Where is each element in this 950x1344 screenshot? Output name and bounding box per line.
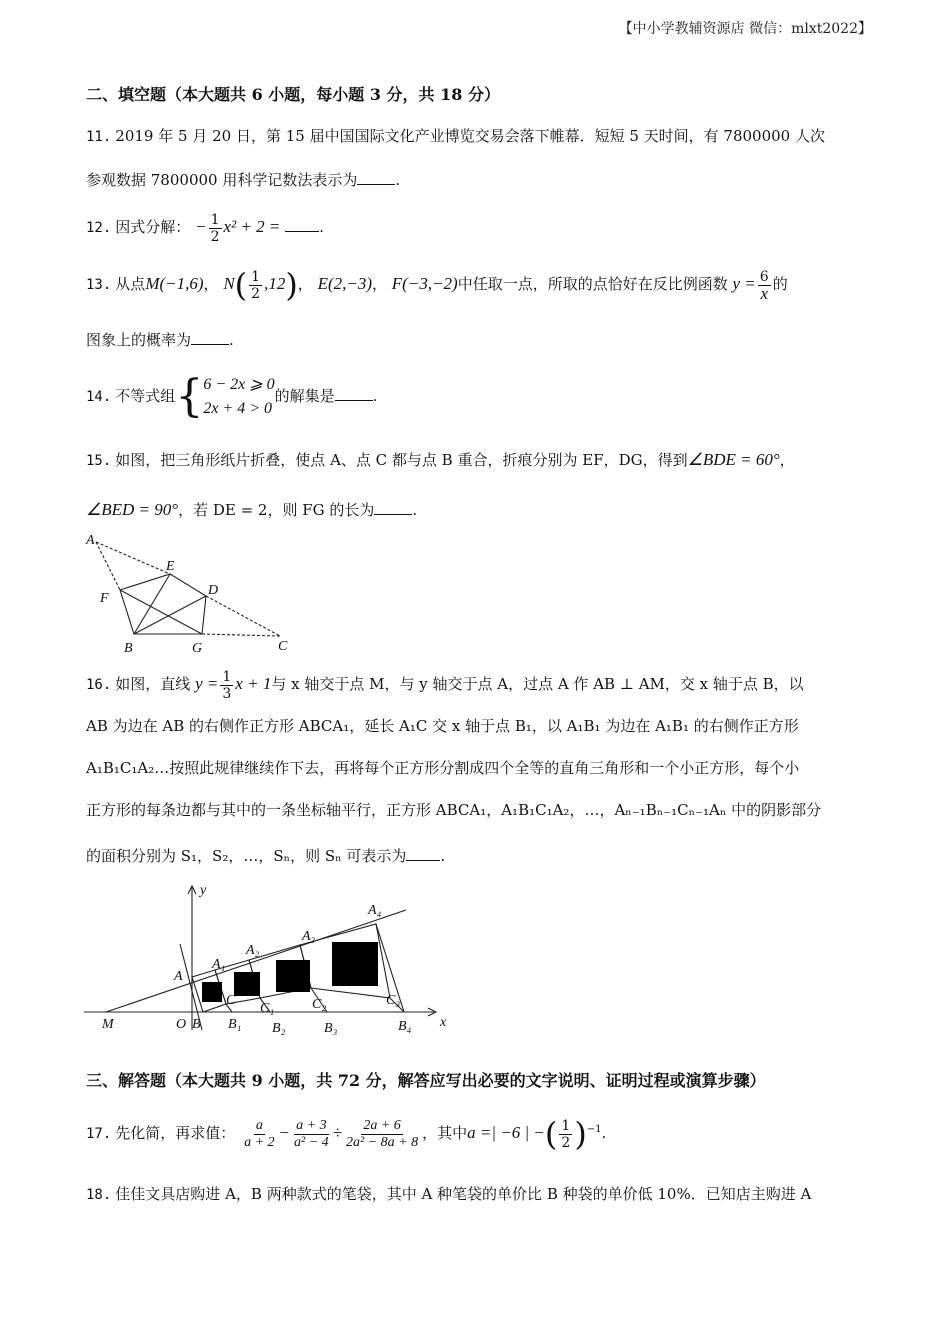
- q15-label-g: G: [192, 641, 203, 656]
- q12-line: [86, 210, 864, 245]
- q14-lead: 不等式组: [115, 387, 176, 405]
- q13-point-f: F(−3,−2): [391, 274, 458, 293]
- q15-number: 15.: [86, 453, 112, 469]
- page-header: 【中小学教辅资源店 微信：mlxt2022】: [618, 21, 872, 37]
- q14-line: 14. 不等式组{ 6 − 2x ⩾ 0 2x + 4 > 0 的解集是 .: [86, 371, 378, 422]
- q17-cond-fraction: $\frac{1}{2}$: [561, 1117, 571, 1151]
- q15-line1: [86, 450, 864, 471]
- q15-pentagon: [120, 574, 206, 634]
- q14-end: .: [372, 387, 378, 405]
- q11-end: .: [395, 171, 401, 189]
- q14-answer-blank[interactable]: [335, 386, 373, 401]
- q11-text2: 参观数据 7800000 用科学记数法表示为: [86, 171, 358, 189]
- q15-end: .: [412, 501, 418, 519]
- q15-label-a: A: [86, 533, 95, 548]
- q15-label-b: B: [124, 641, 133, 656]
- q16-figure: [84, 880, 464, 1040]
- q16-answer-blank[interactable]: [406, 846, 440, 861]
- q18-number: 18.: [86, 1187, 112, 1203]
- q12-end: .: [319, 218, 324, 236]
- q16-label-b4: B₄: [398, 1019, 412, 1034]
- q16-eq-lhs: y =: [195, 674, 219, 693]
- q16-line3: A₁B₁C₁A₂…按照此规律继续作下去，再将每个正方形分割成四个全等的直角三角形和一个小正方形，每个小: [86, 759, 800, 777]
- q16-label-b: B: [192, 1017, 201, 1032]
- q15-fold-af: [96, 542, 120, 590]
- q14-system: 6 − 2x ⩾ 0 2x + 4 > 0: [203, 376, 275, 417]
- q12-number: 12.: [86, 220, 112, 236]
- q16-label-x: x: [440, 1015, 447, 1030]
- q13-line1: 13. 从点M(−1,6)， N( $\frac{1}{2}$ ,12)， E(2,−3)， F(−3,−2)中任取一点，所取的点恰好在反比例函数 y = $\frac{6}{x}$ 的: [86, 266, 788, 304]
- q14-number: 14.: [86, 389, 112, 405]
- q15-label-c: C: [278, 639, 288, 654]
- q16-line5: [86, 846, 864, 866]
- section-2-title: 二、填空题（本大题共 6 小题，每小题 3 分，共 18 分）: [86, 85, 500, 104]
- q16-line2: AB 为边在 AB 的右侧作正方形 ABCA₁，延长 A₁C 交 x 轴于点 B₁，以 A₁B₁ 为边在 A₁B₁ 的右侧作正方形: [86, 717, 799, 735]
- q17-line: 17. 先化简，再求值： $\frac{a}{a + 2}$ − $\frac{a + 3}{\text{a² − 4}}$ ÷ $\frac{2a + 6}{\text{2a² − 8a + 8}}$ ，其中a =| −6 | −( $\frac{1}{2}$ )$^{-1}$.: [86, 1115, 607, 1153]
- q15-text1: 如图，把三角形纸片折叠，使点 A、点 C 都与点 B 重合，折痕分别为 EF，DG，得到: [115, 451, 688, 469]
- q16-label-b1: B₁: [228, 1017, 242, 1032]
- q16-label-a1: A₁: [212, 957, 226, 972]
- q11-line1: [86, 126, 864, 147]
- q16-eq-rest: x + 1: [235, 674, 272, 693]
- q17-mid: ，其中: [422, 1124, 468, 1142]
- q17-exponent: −1: [586, 1124, 602, 1135]
- q17-fraction-3: $\frac{2a + 6}{\text{2a² − 8a + 8}}$: [346, 1117, 419, 1150]
- q17-fraction-2: $\frac{a + 3}{\text{a² − 4}}$: [294, 1117, 329, 1150]
- q15-fold-gc: [202, 634, 280, 636]
- q16-number: 16.: [86, 677, 112, 693]
- q16-label-b3: B₃: [324, 1021, 338, 1036]
- q16-label-o: O: [176, 1017, 187, 1032]
- q16-label-c: C: [226, 993, 236, 1008]
- q17-number: 17.: [86, 1126, 112, 1142]
- q16-shade-1: [202, 982, 222, 1002]
- q13-point-n-label: N: [223, 274, 235, 293]
- q16-end: .: [440, 847, 446, 865]
- q16-label-a2: A₂: [246, 943, 260, 958]
- q15-angle1: ∠BDE = 60°: [687, 450, 780, 469]
- q12-fraction: $\frac{1}{2}$: [210, 211, 220, 245]
- q16-line1: [86, 666, 864, 703]
- q17-lead: 先化简，再求值：: [115, 1124, 236, 1142]
- q16-label-m: M: [102, 1017, 114, 1032]
- q16-text1a: 如图，直线: [115, 675, 191, 693]
- q16-text1b: 与 x 轴交于点 M，与 y 轴交于点 A，过点 A 作 AB ⊥ AM，交 x 轴于点 B，以: [271, 675, 804, 693]
- q13-number: 13.: [86, 277, 112, 293]
- q13-func-lhs: y =: [732, 274, 756, 293]
- q16-label-c2: C₂: [312, 997, 327, 1012]
- q15-label-d: D: [208, 583, 219, 598]
- section-3-title: 三、解答题（本大题共 9 小题，共 72 分，解答应写出必要的文字说明、证明过程或演算步骤）: [86, 1071, 766, 1090]
- q12-lead: 因式分解：: [115, 218, 191, 236]
- q15-figure: [84, 528, 304, 658]
- q13-func-fraction: $\frac{6}{x}$: [759, 268, 769, 303]
- q13-line2: [86, 330, 864, 350]
- q15-label-f: F: [100, 591, 109, 606]
- q16-label-y: y: [200, 883, 207, 898]
- q15-text2: ，若 DE = 2，则 FG 的长为: [178, 501, 375, 519]
- q16-eq-fraction: $\frac{1}{3}$: [222, 668, 232, 702]
- q13-point-n-rest: ,12: [264, 274, 286, 293]
- q16-label-c1: C₁: [260, 1001, 275, 1016]
- q16-line4: 正方形的每条边都与其中的一条坐标轴平行，正方形 ABCA₁，A₁B₁C₁A₂，…，Aₙ₋₁Bₙ₋₁Cₙ₋₁Aₙ 中的阴影部分: [86, 801, 822, 819]
- q18-line1: [86, 1184, 864, 1205]
- q15-fold-dc: [206, 596, 280, 636]
- q18-text1: 佳佳文具店购进 A，B 两种款式的笔袋，其中 A 种笔袋的单价比 B 种袋的单价低 10%．已知店主购进 A: [115, 1185, 812, 1203]
- q15-fold-ae: [96, 542, 170, 574]
- q13-point-e: E(2,−3): [317, 274, 373, 293]
- q13-lead: 从点: [115, 275, 146, 293]
- q15-label-e: E: [166, 559, 175, 574]
- q12-expr: x² + 2 =: [223, 217, 281, 236]
- q16-shade-2: [234, 972, 260, 996]
- q15-answer-blank[interactable]: [374, 500, 412, 515]
- q17-minus: −: [278, 1123, 291, 1142]
- q15-comma: ，: [779, 451, 795, 469]
- q16-text5: 的面积分别为 S₁，S₂，…，Sₙ，则 Sₙ 可表示为: [86, 847, 407, 865]
- q16-label-a3: A₃: [302, 929, 316, 944]
- q15-line2: [86, 500, 864, 520]
- q11-text1: 2019 年 5 月 20 日，第 15 届中国国际文化产业博览交易会落下帷幕．短短 5 天时间，有 7800000 人次: [115, 127, 825, 145]
- q13-answer-blank[interactable]: [191, 330, 229, 345]
- q16-label-b2: B₂: [272, 1021, 286, 1036]
- q11-line2: [86, 170, 864, 190]
- q11-answer-blank[interactable]: [357, 170, 395, 185]
- q12-answer-blank[interactable]: [285, 217, 319, 232]
- q13-point-n-fraction: $\frac{1}{2}$: [251, 268, 261, 302]
- q16-label-a4: A₄: [368, 903, 382, 918]
- q17-condition: a =| −6 | −: [467, 1123, 545, 1142]
- q17-end: .: [601, 1124, 607, 1142]
- q13-mid: 中任取一点，所取的点恰好在反比例函数: [457, 275, 728, 293]
- q17-div: ÷: [332, 1123, 343, 1142]
- q16-shade-4: [332, 942, 378, 986]
- q13-text2: 图象上的概率为: [86, 331, 192, 349]
- q16-label-c3: C₃: [386, 993, 401, 1008]
- q16-label-a: A: [174, 969, 183, 984]
- q12-prefix: −: [195, 217, 207, 236]
- q17-fraction-1: $\frac{a}{a + 2}$: [244, 1117, 275, 1150]
- q16-shade-3: [276, 960, 310, 992]
- q13-end: .: [229, 331, 234, 349]
- q11-number: 11.: [86, 129, 112, 145]
- q15-angle2: ∠BED = 90°: [86, 500, 179, 519]
- q13-tail: 的: [772, 275, 788, 293]
- q14-tail: 的解集是: [274, 387, 335, 405]
- q13-point-m: M(−1,6): [145, 274, 204, 293]
